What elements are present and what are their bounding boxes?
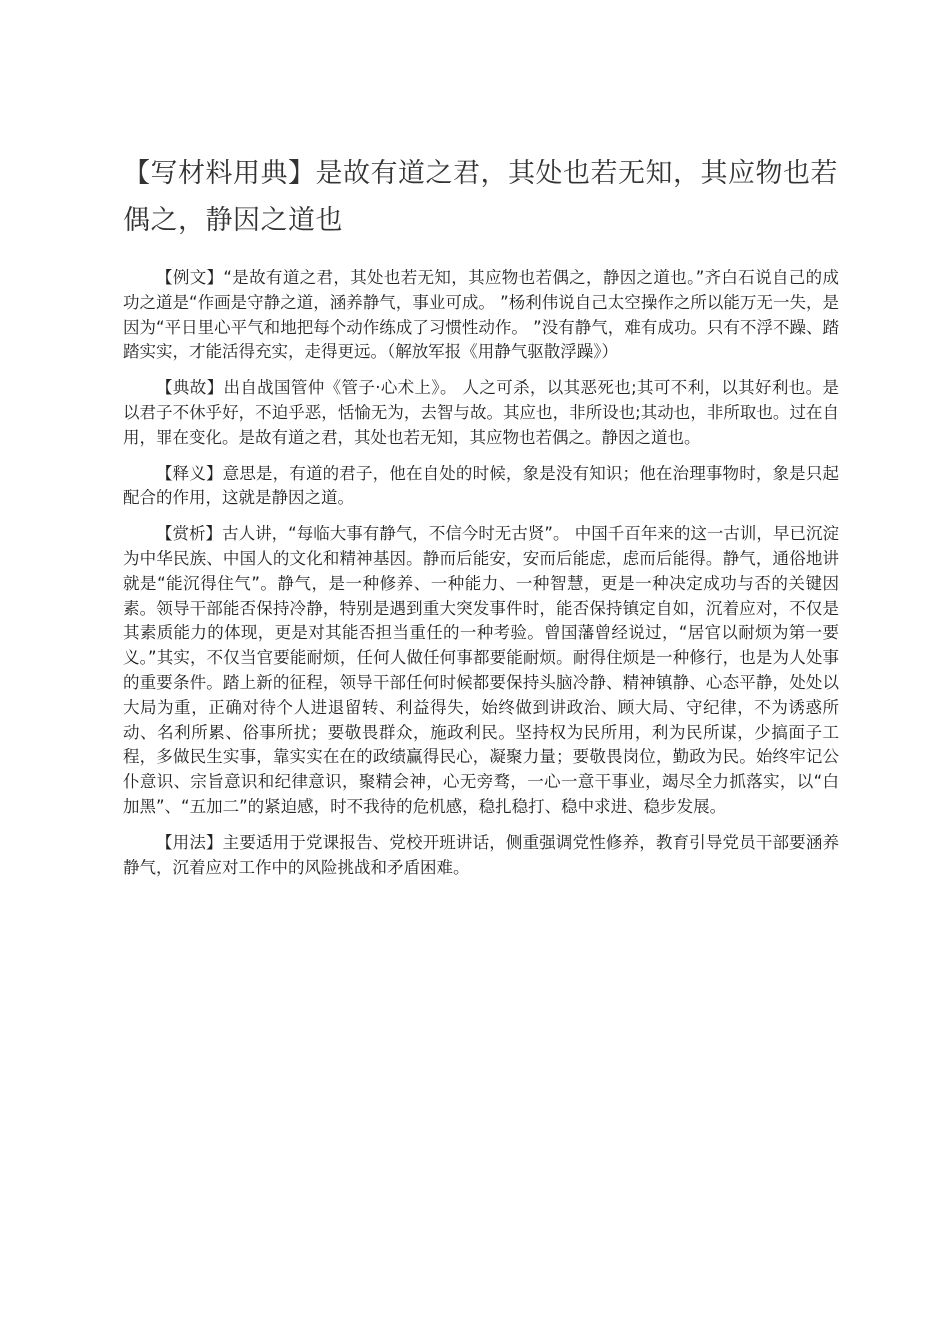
section-text: 意思是，有道的君子，他在自处的时候，象是没有知识；他在治理事物时，象是只起配合的作用，这就是静因之道。 [123,463,840,508]
section-label: 【释义】 [156,463,223,483]
section-text: 古人讲，“每临大事有静气，不信今时无古贤”。 中国千百年来的这一古训，早已沉淀为中华民族、中国人的文化和精神基因。静而后能安，安而后能虑，虑而后能得。静气，通俗地讲就是“能沉得住气”。静气，是一种修养、一种能力、一种智慧，更是一种决定成功与否的关键因素。领导干部能否保持冷静，特别是遇到重大突发事件时，能否保持镇定自如，沉着应对，不仅是其素质能力的体现，更是对其能否担当重任的一种考验。曾国藩曾经说过，“居官以耐烦为第一要义。”其实，不仅当官要能耐烦，任何人做任何事都要能耐烦。耐得住烦是一种修行，也是为人处事的重要条件。踏上新的征程，领导干部任何时候都要保持头脑冷静、精神镇静、心态平静，处处以大局为重，正确对待个人进退留转、利益得失，始终做到讲政治、顾大局、守纪律，不为诱惑所动、名利所累、俗事所扰；要敬畏群众，施政利民。坚持权为民所用，利为民所谋，少搞面子工程，多做民生实事，靠实实在在的政绩赢得民心，凝聚力量；要敬畏岗位，勤政为民。始终牢记公仆意识、宗旨意识和纪律意识，聚精会神，心无旁骛，一心一意干事业，竭尽全力抓落实，以“白加黑”、“五加二”的紧迫感，时不我待的危机感，稳扎稳打、稳中求进、稳步发展。 [123,524,839,816]
section-label: 【典故】 [156,378,224,398]
section-label: 【用法】 [156,832,223,852]
section-example [123,266,839,365]
section-allusion [123,376,839,450]
section-appreciation [123,522,839,820]
section-text: 主要适用于党课报告、党校开班讲话，侧重强调党性修养，教育引导党员干部要涵养静气，沉着应对工作中的风险挑战和矛盾困难。 [123,832,840,877]
document-page [123,150,839,891]
document-title: 【写材料用典】是故有道之君，其处也若无知，其应物也若偶之，静因之道也 [123,158,838,236]
section-label: 【例文】 [156,268,224,287]
section-label: 【赏析】 [156,524,223,544]
section-text: “是故有道之君，其处也若无知，其应物也若偶之，静因之道也。”齐白石说自己的成功之道是“作画是守静之道，涵养静气，事业可成。 ”杨利伟说自己太空操作之所以能万无一失，是因为“平日里心平气和地把每个动作练成了习惯性动作。 ”没有静气，难有成功。只有不浮不躁、踏踏实实，才能活得充实，走得更远。（解放军报《用静气驱散浮躁》） [123,268,839,362]
section-meaning [123,462,839,512]
section-text: 出自战国管仲《管子·心术上》。 人之可杀，以其恶死也;其可不利，以其好利也。是以君子不休乎好，不迫乎恶，恬愉无为，去智与故。其应也，非所设也;其动也，非所取也。过在自用，罪在变化。是故有道之君，其处也若无知，其应物也若偶之。静因之道也。 [123,378,839,447]
section-usage [123,831,839,881]
